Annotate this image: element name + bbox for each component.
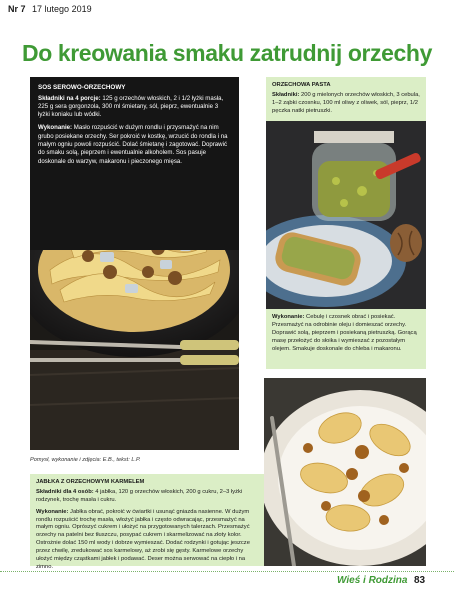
method-text: Masło rozpuścić w dużym rondlu i przysmażyć na nim grubo posiekane orzechy. Ser pokroić w kostkę, wrzucić do rondla i na małym ogniu powoli rozpuścić. Dolać śmietanę i zagotować. Doprawić do smaku solą, pieprzem i ewentualnie alkoholem. Sos pasuje doskonale do warzyw, makaronu i pieczonego mięsa. bbox=[38, 124, 228, 165]
magazine-brand: Wieś i Rodzina bbox=[337, 575, 408, 586]
recipe-walnut-paste-method bbox=[266, 309, 426, 369]
method-label: Wykonanie: bbox=[38, 124, 73, 132]
ingredients-label: Składniki: bbox=[272, 91, 300, 98]
caramel-apples-illustration bbox=[264, 378, 426, 566]
walnut-paste-illustration bbox=[266, 121, 426, 309]
method-text: Jabłka obrać, pokroić w ćwiartki i usunąć gniazda nasienne. W dużym rondlu rozpuścić trochę masła, włożyć jabłka i często odwracając, przesmażyć na małym ogniu. Oprószyć cukrem i ułożyć na przygotowanych talerzach. Przesmażyć orzechy na patelni bez tłuszczu, posypać cukrem i skarmelizować na złoty kolor. Ostrożnie dolać 150 ml wody i dobrze wymieszać. Dodać rodzynki i gotując jeszcze przez chwilę, zredukować sos karmelowy, aż zrobi się gęsty. Karmelowe orzechy ułożyć między cząstkami jabłek i podawać. Deser można serwować na ciepło i na zimno. bbox=[36, 508, 250, 570]
method-label: Wykonanie: bbox=[36, 508, 69, 515]
page-headline: Do kreowania smaku zatrudnij orzechy bbox=[22, 40, 432, 66]
walnut-paste-photo bbox=[266, 121, 426, 309]
issue-number: Nr 7 bbox=[8, 4, 26, 14]
recipe-title: JABŁKA Z ORZECHOWYM KARMELEM bbox=[36, 479, 145, 485]
recipe-ingredients bbox=[36, 489, 258, 505]
photo-caption: Pomysł, wykonanie i zdjęcia: E.B., tekst: L.P. bbox=[30, 457, 141, 463]
ingredients-text: 125 g orzechów włoskich, 2 i 1/2 łyżki masła, 225 g sera gorgonzola, 300 ml śmietany, sól, pieprz, ewentualnie 3 łyżki koniaku lub wódki. bbox=[38, 94, 224, 119]
recipe-title: SOS SEROWO-ORZECHOWY bbox=[38, 84, 126, 91]
recipe-caramel-apples bbox=[30, 474, 264, 570]
caramel-apples-photo bbox=[264, 378, 426, 566]
ingredients-text: 200 g mielonych orzechów włoskich, 3 cebula, 1–2 ząbki czosnku, 100 ml oliwy z oliwek, sól, pieprz, 1/2 pęczka natki pietruszki. bbox=[272, 91, 420, 114]
ingredients-label: Składniki dla 4 osób: bbox=[36, 488, 94, 495]
recipe-cheese-walnut-sauce bbox=[30, 77, 239, 250]
issue-date: 17 lutego 2019 bbox=[32, 4, 92, 14]
recipe-ingredients bbox=[38, 95, 231, 120]
page-number: 83 bbox=[414, 575, 426, 586]
recipe-ingredients bbox=[272, 92, 420, 116]
issue-line bbox=[8, 4, 92, 14]
ingredients-text: 4 jabłka, 120 g orzechów włoskich, 200 g cukru, 2–3 łyżki rodzynek, trochę masła i cukru. bbox=[36, 488, 243, 503]
recipe-walnut-paste-ingredients bbox=[266, 77, 426, 121]
method-text: Cebulę i czosnek obrać i posiekać. Przesmażyć na odrobinie oleju i domieszać orzechy. Doprawić solą, pieprzem i posiekaną pietruszką. Gorącą masę przełożyć do słoika i wymieszać z pozostałym olejem. Smakuje doskonale do chleba i makaronu. bbox=[272, 314, 417, 352]
ingredients-label: Składniki na 4 porcje: bbox=[38, 94, 101, 102]
recipe-method bbox=[36, 509, 258, 572]
footer-divider bbox=[0, 571, 454, 572]
recipe-method bbox=[38, 124, 231, 165]
recipe-title: ORZECHOWA PASTA bbox=[272, 82, 331, 88]
method-label: Wykonanie: bbox=[272, 314, 305, 320]
